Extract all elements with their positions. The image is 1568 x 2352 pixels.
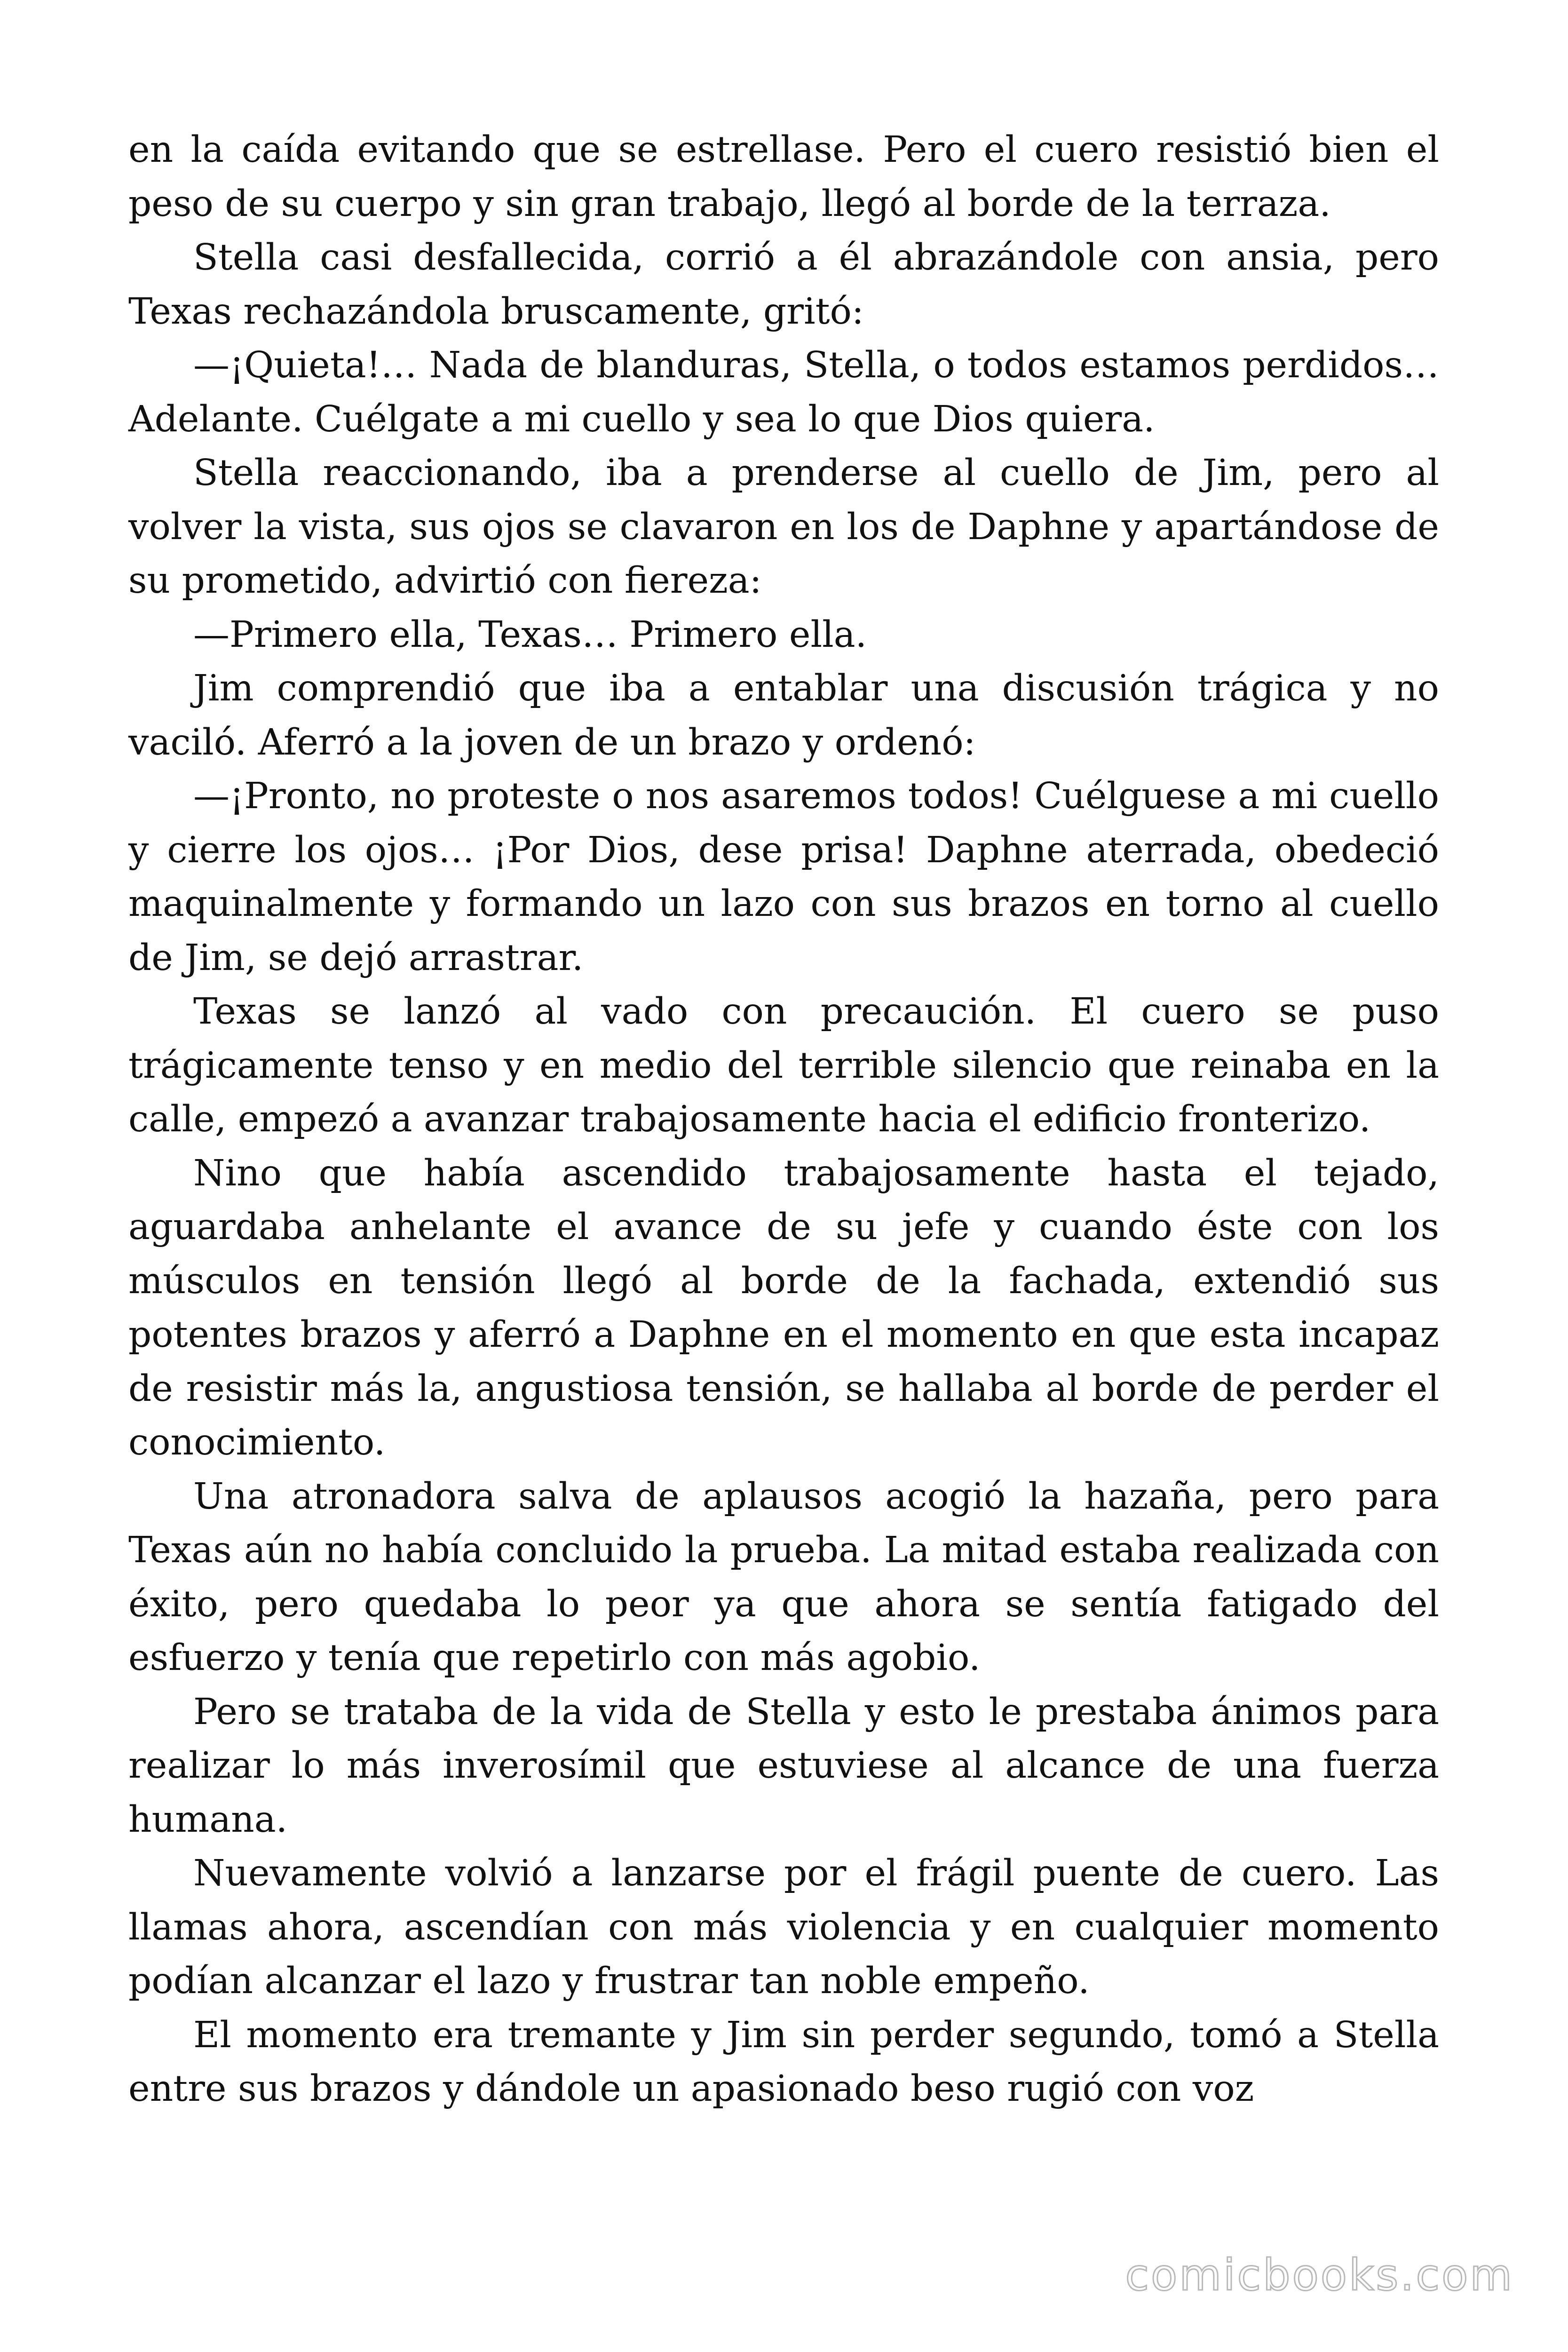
- paragraph: Pero se trataba de la vida de Stella y esto le prestaba ánimos para realizar lo más inverosímil que estuviese al alcance de una fuerza humana.: [128, 1691, 1439, 1841]
- page-body-text: [128, 123, 1439, 2116]
- paragraph: El momento era tremante y Jim sin perder segundo, tomó a Stella entre sus brazos y dándole un apasionado beso rugió con voz: [128, 2014, 1439, 2110]
- paragraph: Nino que había ascendido trabajosamente hasta el tejado, aguardaba anhelante el avance de su jefe y cuando éste con los músculos en tensión llegó al borde de la fachada, extendió sus potentes brazos y aferró a Daphne en el momento en que esta incapaz de resistir más la, angustiosa tensión, se hallaba al borde de perder el conocimiento.: [128, 1152, 1439, 1463]
- paragraph: Nuevamente volvió a lanzarse por el frágil puente de cuero. Las llamas ahora, ascendían con más violencia y en cualquier momento podían alcanzar el lazo y frustrar tan noble empeño.: [128, 1852, 1439, 2002]
- paragraph: —¡Pronto, no proteste o nos asaremos todos! Cuélguese a mi cuello y cierre los ojos… ¡Por Dios, dese prisa! Daphne aterrada, obedeció maquinalmente y formando un lazo con sus brazos en torno al cuello de Jim, se dejó arrastrar.: [128, 775, 1439, 979]
- paragraph: Una atronadora salva de aplausos acogió la hazaña, pero para Texas aún no había concluido la prueba. La mitad estaba realizada con éxito, pero quedaba lo peor ya que ahora se sentía fatigado del esfuerzo y tenía que repetirlo con más agobio.: [128, 1475, 1439, 1679]
- paragraph: en la caída evitando que se estrellase. Pero el cuero resistió bien el peso de su cuerpo y sin gran trabajo, llegó al borde de la terraza.: [128, 129, 1439, 225]
- watermark-text: comicbooks.com: [1125, 2250, 1514, 2300]
- paragraph: Stella casi desfallecida, corrió a él abrazándole con ansia, pero Texas rechazándola bruscamente, gritó:: [128, 237, 1439, 333]
- paragraph: —¡Quieta!… Nada de blanduras, Stella, o todos estamos perdidos… Adelante. Cuélgate a mi cuello y sea lo que Dios quiera.: [128, 344, 1439, 440]
- paragraph: —Primero ella, Texas… Primero ella.: [193, 613, 867, 656]
- paragraph: Stella reaccionando, iba a prenderse al cuello de Jim, pero al volver la vista, sus ojos se clavaron en los de Daphne y apartándose de su prometido, advirtió con fiereza:: [128, 452, 1439, 602]
- paragraph: Texas se lanzó al vado con precaución. El cuero se puso trágicamente tenso y en medio del terrible silencio que reinaba en la calle, empezó a avanzar trabajosamente hacia el edificio fronterizo.: [128, 991, 1439, 1140]
- paragraph: Jim comprendió que iba a entablar una discusión trágica y no vaciló. Aferró a la joven de un brazo y ordenó:: [128, 667, 1439, 763]
